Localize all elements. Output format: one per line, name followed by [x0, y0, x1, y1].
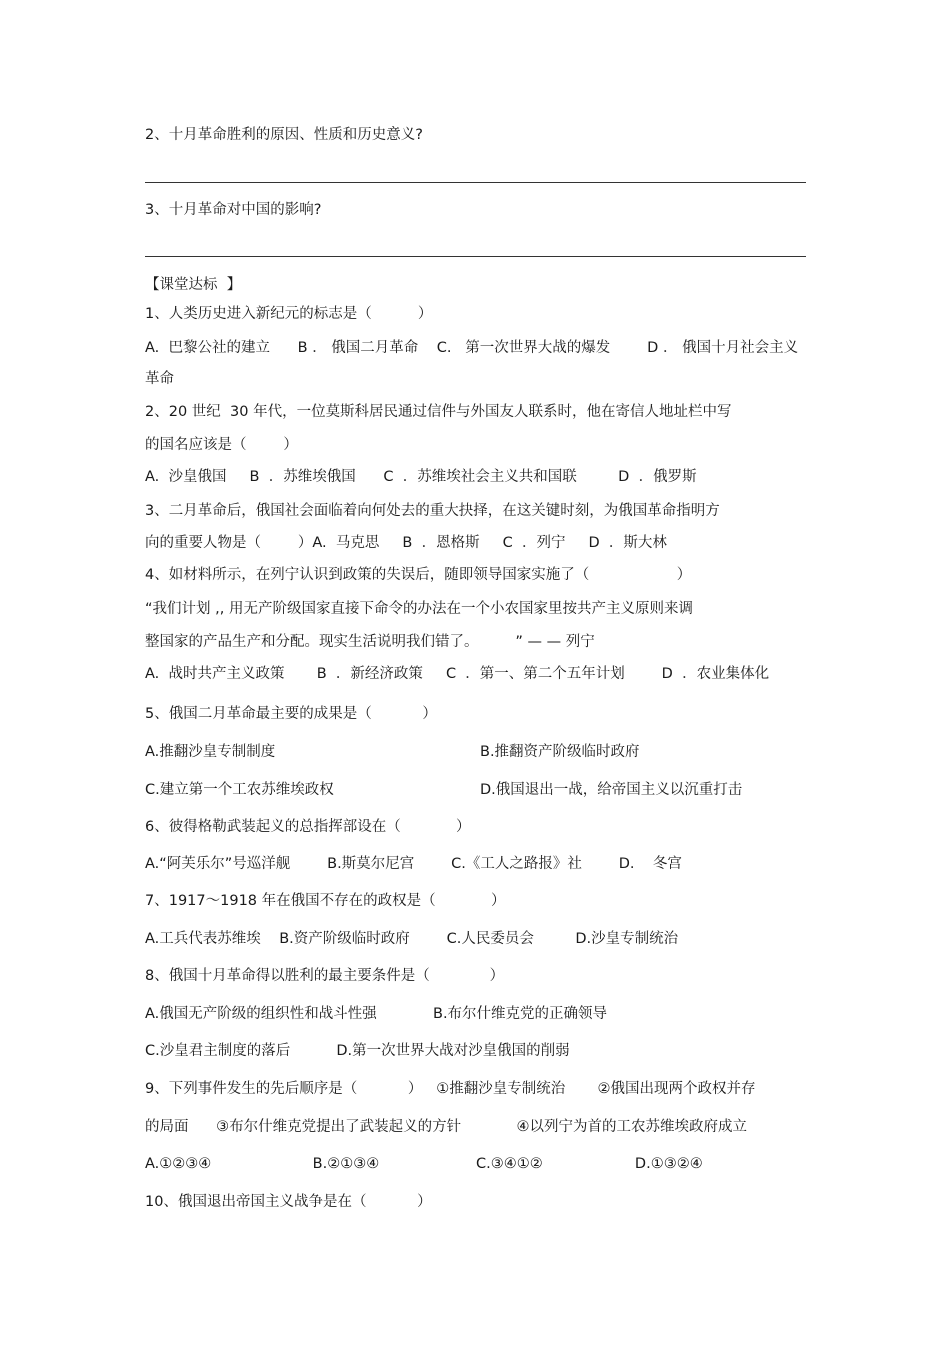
question-8-option-b: B.布尔什维克党的正确领导 [433, 1006, 608, 1022]
answer-line [145, 256, 806, 257]
question-8-option-a: A.俄国无产阶级的组织性和战斗性强 [145, 1006, 377, 1022]
open-question-3: 3、十月革命对中国的影响? [145, 202, 322, 218]
question-1-options: A. 巴黎公社的建立 B ． 俄国二月革命 C. 第一次世界大战的爆发 D ． 俄国十月社会主义 [145, 340, 799, 356]
question-3-stem: 3、二月革命后，俄国社会面临着向何处去的重大抉择，在这关键时刻，为俄国革命指明方 [145, 503, 720, 519]
question-3-stem-options: 向的重要人物是（ ）A. 马克思 B ．恩格斯 C ．列宁 D ．斯大林 [145, 535, 667, 551]
question-8-options-cd: C.沙皇君主制度的落后 D.第一次世界大战对沙皇俄国的削弱 [145, 1043, 570, 1059]
question-2-stem: 2、20 世纪 30 年代，一位莫斯科居民通过信件与外国友人联系时，他在寄信人地址栏中写 [145, 404, 732, 420]
question-1-stem: 1、人类历史进入新纪元的标志是（ ） [145, 306, 433, 322]
question-2-stem-cont: 的国名应该是（ ） [145, 437, 298, 453]
question-7-options: A.工兵代表苏维埃 B.资产阶级临时政府 C.人民委员会 D.沙皇专制统治 [145, 931, 679, 947]
question-1-options-cont: 革命 [145, 371, 174, 387]
question-5-option-a: A.推翻沙皇专制制度 [145, 744, 276, 760]
question-10-stem: 10、俄国退出帝国主义战争是在（ ） [145, 1194, 432, 1210]
question-4-stem: 4、如材料所示，在列宁认识到政策的失误后，随即领导国家实施了（ ） [145, 567, 692, 583]
question-5-option-b: B.推翻资产阶级临时政府 [480, 744, 640, 760]
open-question-2: 2、十月革命胜利的原因、性质和历史意义? [145, 127, 423, 143]
section-title: 【课堂达标 】 [145, 277, 242, 293]
question-7-stem: 7、1917～1918 年在俄国不存在的政权是（ ） [145, 893, 506, 909]
question-6-options: A.“阿芙乐尔”号巡洋舰 B.斯莫尔尼宫 C.《工人之路报》社 D. 冬宫 [145, 856, 682, 872]
question-2-options: A. 沙皇俄国 B ．苏维埃俄国 C ．苏维埃社会主义共和国联 D ．俄罗斯 [145, 469, 697, 485]
question-5-option-d: D.俄国退出一战，给帝国主义以沉重打击 [480, 782, 743, 798]
question-6-stem: 6、彼得格勒武装起义的总指挥部设在（ ） [145, 819, 471, 835]
question-4-quote-cont: 整国家的产品生产和分配。现实生活说明我们错了。 ” — — 列宁 [145, 634, 595, 650]
question-4-quote: “我们计划 ,, 用无产阶级国家直接下命令的办法在一个小农国家里按共产主义原则来调 [145, 601, 693, 617]
answer-line [145, 182, 806, 183]
question-8-stem: 8、俄国十月革命得以胜利的最主要条件是（ ） [145, 968, 505, 984]
question-9-stem-cont: 的局面 ③布尔什维克党提出了武装起义的方针 ④以列宁为首的工农苏维埃政府成立 [145, 1119, 747, 1135]
question-5-option-c: C.建立第一个工农苏维埃政权 [145, 782, 334, 798]
question-4-options: A. 战时共产主义政策 B ．新经济政策 C ．第一、第二个五年计划 D ．农业集体化 [145, 666, 770, 682]
question-9-stem: 9、下列事件发生的先后顺序是（ ） ①推翻沙皇专制统治 ②俄国出现两个政权并存 [145, 1081, 756, 1097]
question-5-stem: 5、俄国二月革命最主要的成果是（ ） [145, 706, 437, 722]
question-9-options: A.①②③④ B.②①③④ C.③④①② D.①③②④ [145, 1156, 703, 1172]
